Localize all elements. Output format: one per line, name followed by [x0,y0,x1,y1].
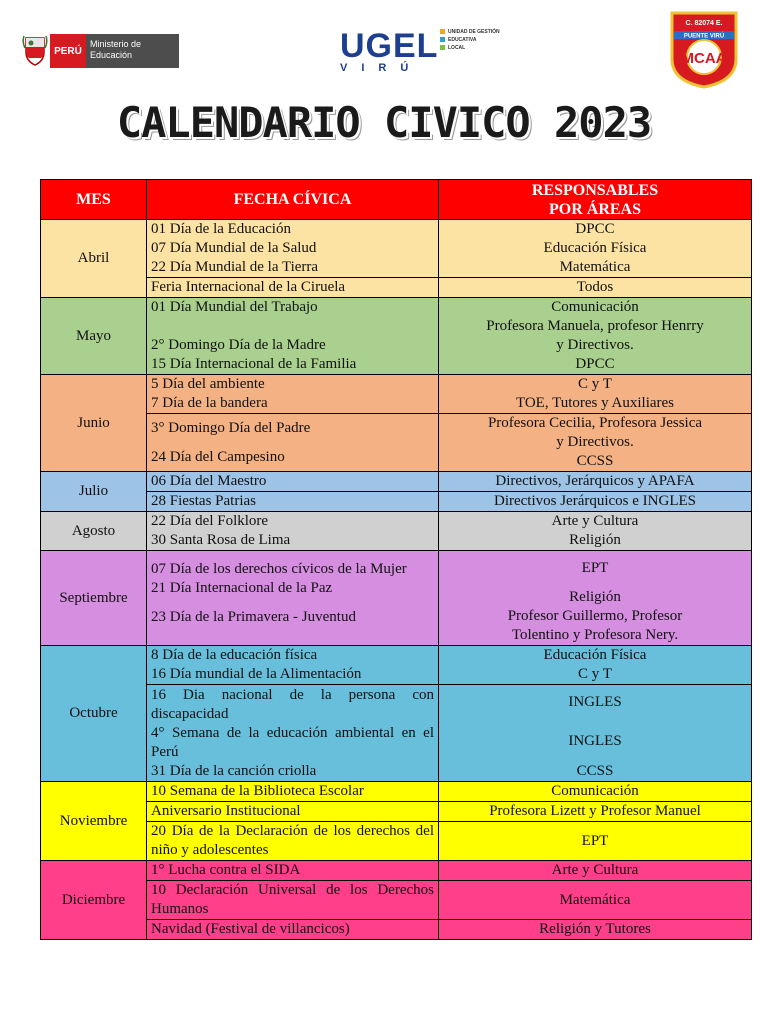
fecha-cell: 16 Dia nacional de la persona con discapacidad 4° Semana de la educación ambiental en el Perú 31 Día de la canción criolla [147,685,439,782]
fecha-cell: 1° Lucha contra el SIDA [147,861,439,881]
table-row [41,782,752,802]
month-mayo: Mayo [41,298,147,375]
fecha-cell: Feria Internacional de la Ciruela [147,278,439,298]
crest-banner-text: PUENTE VIRÚ [683,33,725,40]
responsables-cell: Arte y Cultura Religión [439,512,752,551]
responsables-cell: Matemática [439,881,752,920]
header-fecha: FECHA CÍVICA [147,180,439,220]
fecha-cell: 06 Día del Maestro [147,472,439,492]
table-row [41,551,752,646]
responsables-cell: Religión y Tutores [439,920,752,940]
table-row [41,822,752,861]
responsables-cell: C y T TOE, Tutores y Auxiliares [439,375,752,414]
ugel-side-text: UNIDAD DE GESTIÓN EDUCATIVA LOCAL [440,28,520,52]
school-crest-icon [668,9,740,89]
fecha-cell: Navidad (Festival de villancicos) [147,920,439,940]
month-noviembre: Noviembre [41,782,147,861]
month-diciembre: Diciembre [41,861,147,940]
responsables-cell: Todos [439,278,752,298]
ugel-logo [336,26,516,76]
minedu-logo [22,34,179,68]
table-row [41,298,752,375]
header-responsables: RESPONSABLES POR ÁREAS [439,180,752,220]
table-row [41,685,752,782]
fecha-cell: 22 Día del Folklore 30 Santa Rosa de Lima [147,512,439,551]
month-julio: Julio [41,472,147,512]
responsables-cell: Educación Física C y T [439,646,752,685]
month-octubre: Octubre [41,646,147,782]
table-row [41,920,752,940]
crest-letters: MCAA [681,50,727,67]
page-title: CALENDARIO CIVICO 2023 [116,98,652,147]
table-row [41,278,752,298]
fecha-cell: Aniversario Institucional [147,802,439,822]
responsables-cell: Comunicación Profesora Manuela, profesor Henrry y Directivos. DPCC [439,298,752,375]
table-row [41,802,752,822]
table-row [41,472,752,492]
fecha-cell: 8 Día de la educación física 16 Día mundial de la Alimentación [147,646,439,685]
responsables-cell: DPCC Educación Física Matemática [439,220,752,278]
responsables-cell: Comunicación [439,782,752,802]
ministerio-label: Ministerio de Educación [90,39,142,60]
header-mes: MES [41,180,147,220]
table-row [41,512,752,551]
table-row [41,492,752,512]
fecha-cell: 10 Semana de la Biblioteca Escolar [147,782,439,802]
minedu-banner [50,34,179,68]
table-header-row [41,180,752,220]
fecha-cell: 5 Día del ambiente 7 Día de la bandera [147,375,439,414]
peru-shield-icon [22,34,48,66]
peru-label: PERÚ [50,34,86,68]
fecha-cell: 01 Día de la Educación 07 Día Mundial de la Salud 22 Día Mundial de la Tierra [147,220,439,278]
fecha-cell: 3° Domingo Día del Padre 24 Día del Campesino [147,414,439,472]
green-square-icon [440,45,445,50]
month-junio: Junio [41,375,147,472]
fecha-cell: 28 Fiestas Patrias [147,492,439,512]
fecha-cell: 07 Día de los derechos cívicos de la Mujer 21 Día Internacional de la Paz 23 Día de la Primavera - Juventud [147,551,439,646]
month-abril: Abril [41,220,147,298]
fecha-cell: 10 Declaración Universal de los Derechos Humanos [147,881,439,920]
month-agosto: Agosto [41,512,147,551]
civic-calendar-table [40,179,752,940]
table-row [41,414,752,472]
month-septiembre: Septiembre [41,551,147,646]
fecha-cell: 01 Día Mundial del Trabajo 2° Domingo Día de la Madre 15 Día Internacional de la Familia [147,298,439,375]
responsables-cell: EPT Religión Profesor Guillermo, Profesor Tolentino y Profesora Nery. [439,551,752,646]
responsables-cell: Directivos, Jerárquicos y APAFA [439,472,752,492]
table-row [41,375,752,414]
responsables-cell: Arte y Cultura [439,861,752,881]
ugel-place: VIRÚ [340,62,423,74]
table-row [41,646,752,685]
orange-square-icon [440,29,445,34]
ugel-wordmark: UGEL [340,27,439,65]
responsables-cell: Profesora Lizett y Profesor Manuel [439,802,752,822]
responsables-cell: Directivos Jerárquicos e INGLES [439,492,752,512]
table-row [41,881,752,920]
table-row [41,861,752,881]
responsables-cell: Profesora Cecilia, Profesora Jessica y Directivos. CCSS [439,414,752,472]
fecha-cell: 20 Día de la Declaración de los derechos del niño y adolescentes [147,822,439,861]
responsables-cell: INGLES INGLES CCSS [439,685,752,782]
blue-square-icon [440,37,445,42]
responsables-cell: EPT [439,822,752,861]
crest-top-text: C. 82074 E. [685,20,723,27]
table-row [41,220,752,278]
